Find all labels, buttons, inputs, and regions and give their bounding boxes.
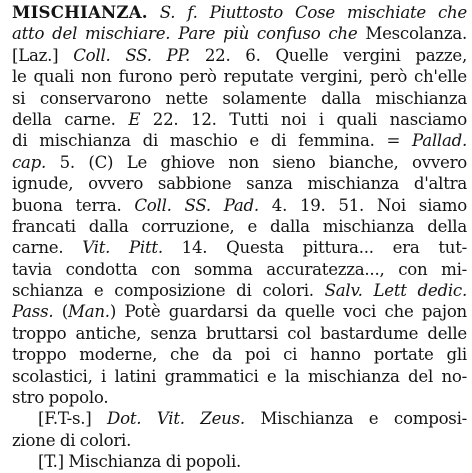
italic-text: Vit. Pitt. — [82, 238, 163, 258]
body-text: Mescolanza. — [357, 24, 467, 44]
text-line — [12, 451, 467, 472]
body-text: stro popolo. — [12, 388, 109, 408]
text-line — [12, 2, 467, 23]
body-text: francati dalla corruzione, e dalla mischianza della — [12, 216, 467, 236]
body-text — [148, 3, 160, 22]
body-text: carne. — [12, 238, 83, 258]
body-text: le quali non furono però reputate vergini, però ch'elle — [12, 67, 467, 87]
text-line — [12, 195, 467, 216]
body-text: ignude, ovvero sabbione sanza mischianza d'altra — [12, 174, 467, 194]
italic-text: Coll. SS. Pad. — [134, 195, 259, 215]
text-line — [12, 66, 467, 87]
text-line — [12, 173, 467, 194]
body-text: ) Potè guardarsi da quelle voci che pajon — [109, 302, 467, 322]
text-line — [12, 216, 467, 237]
text-line — [12, 152, 467, 173]
text-line — [12, 387, 467, 408]
italic-text: E — [128, 109, 141, 129]
body-text: Mischianza e composi- — [244, 409, 467, 429]
text-line — [12, 23, 467, 44]
text-line — [12, 323, 467, 344]
body-text: della carne. — [12, 109, 129, 129]
text-line — [12, 344, 467, 365]
dictionary-entry — [12, 2, 467, 473]
text-line — [12, 45, 467, 66]
body-text: 14. Questa pittura... era tut- — [162, 238, 467, 258]
text-line — [12, 259, 467, 280]
body-text: ( — [53, 302, 68, 322]
text-line — [12, 237, 467, 258]
body-text: [F.T-s.] — [38, 409, 108, 429]
body-text: troppo moderne, che da poi ci hanno portate gli — [12, 345, 467, 365]
text-line — [12, 130, 467, 151]
text-line — [12, 88, 467, 109]
italic-text: atto del mischiare. Pare più confuso che — [12, 24, 358, 44]
italic-text: Salv. Lett dedic. — [324, 281, 467, 301]
text-line — [12, 430, 467, 451]
italic-text: Pass. — [12, 302, 54, 322]
italic-text: cap. — [12, 152, 47, 172]
body-text: 22. 12. Tutti noi i quali nasciamo — [140, 109, 467, 129]
body-text: 5. (C) Le ghiove non sieno bianche, ovvero — [46, 152, 467, 172]
italic-text: Coll. SS. PP. — [73, 45, 191, 65]
italic-text: Pallad. — [412, 131, 467, 151]
body-text: buona terra. — [12, 195, 135, 215]
italic-text: Man. — [67, 302, 110, 322]
body-text: [Laz.] — [12, 45, 74, 65]
body-text: si conservarono nette solamente dalla mischianza — [12, 88, 467, 108]
italic-text: S. f. Piuttosto Cose mischiate che — [159, 3, 467, 22]
text-line — [12, 408, 467, 429]
body-text: zione di colori. — [12, 430, 132, 450]
body-text: 4. 19. 51. Noi siamo — [258, 195, 467, 215]
text-line — [12, 301, 467, 322]
body-text: [T.] Mischianza di popoli. — [38, 452, 242, 472]
body-text: troppo antiche, senza bruttarsi col bastardume delle — [12, 323, 467, 343]
body-text: tavia condotta con somma accuratezza..., con mi- — [12, 259, 467, 279]
body-text: 22. 6. Quelle vergini pazze, — [190, 45, 467, 65]
text-line — [12, 109, 467, 130]
text-line — [12, 280, 467, 301]
text-line — [12, 366, 467, 387]
italic-text: Dot. Vit. Zeus. — [107, 409, 245, 429]
body-text: schianza e composizione di colori. — [12, 281, 325, 301]
body-text: scolastici, i latini grammatici e la mischianza del no- — [12, 366, 467, 386]
headword: MISCHIANZA. — [12, 2, 148, 22]
body-text: di mischianza di maschio e di femmina. = — [12, 131, 413, 151]
